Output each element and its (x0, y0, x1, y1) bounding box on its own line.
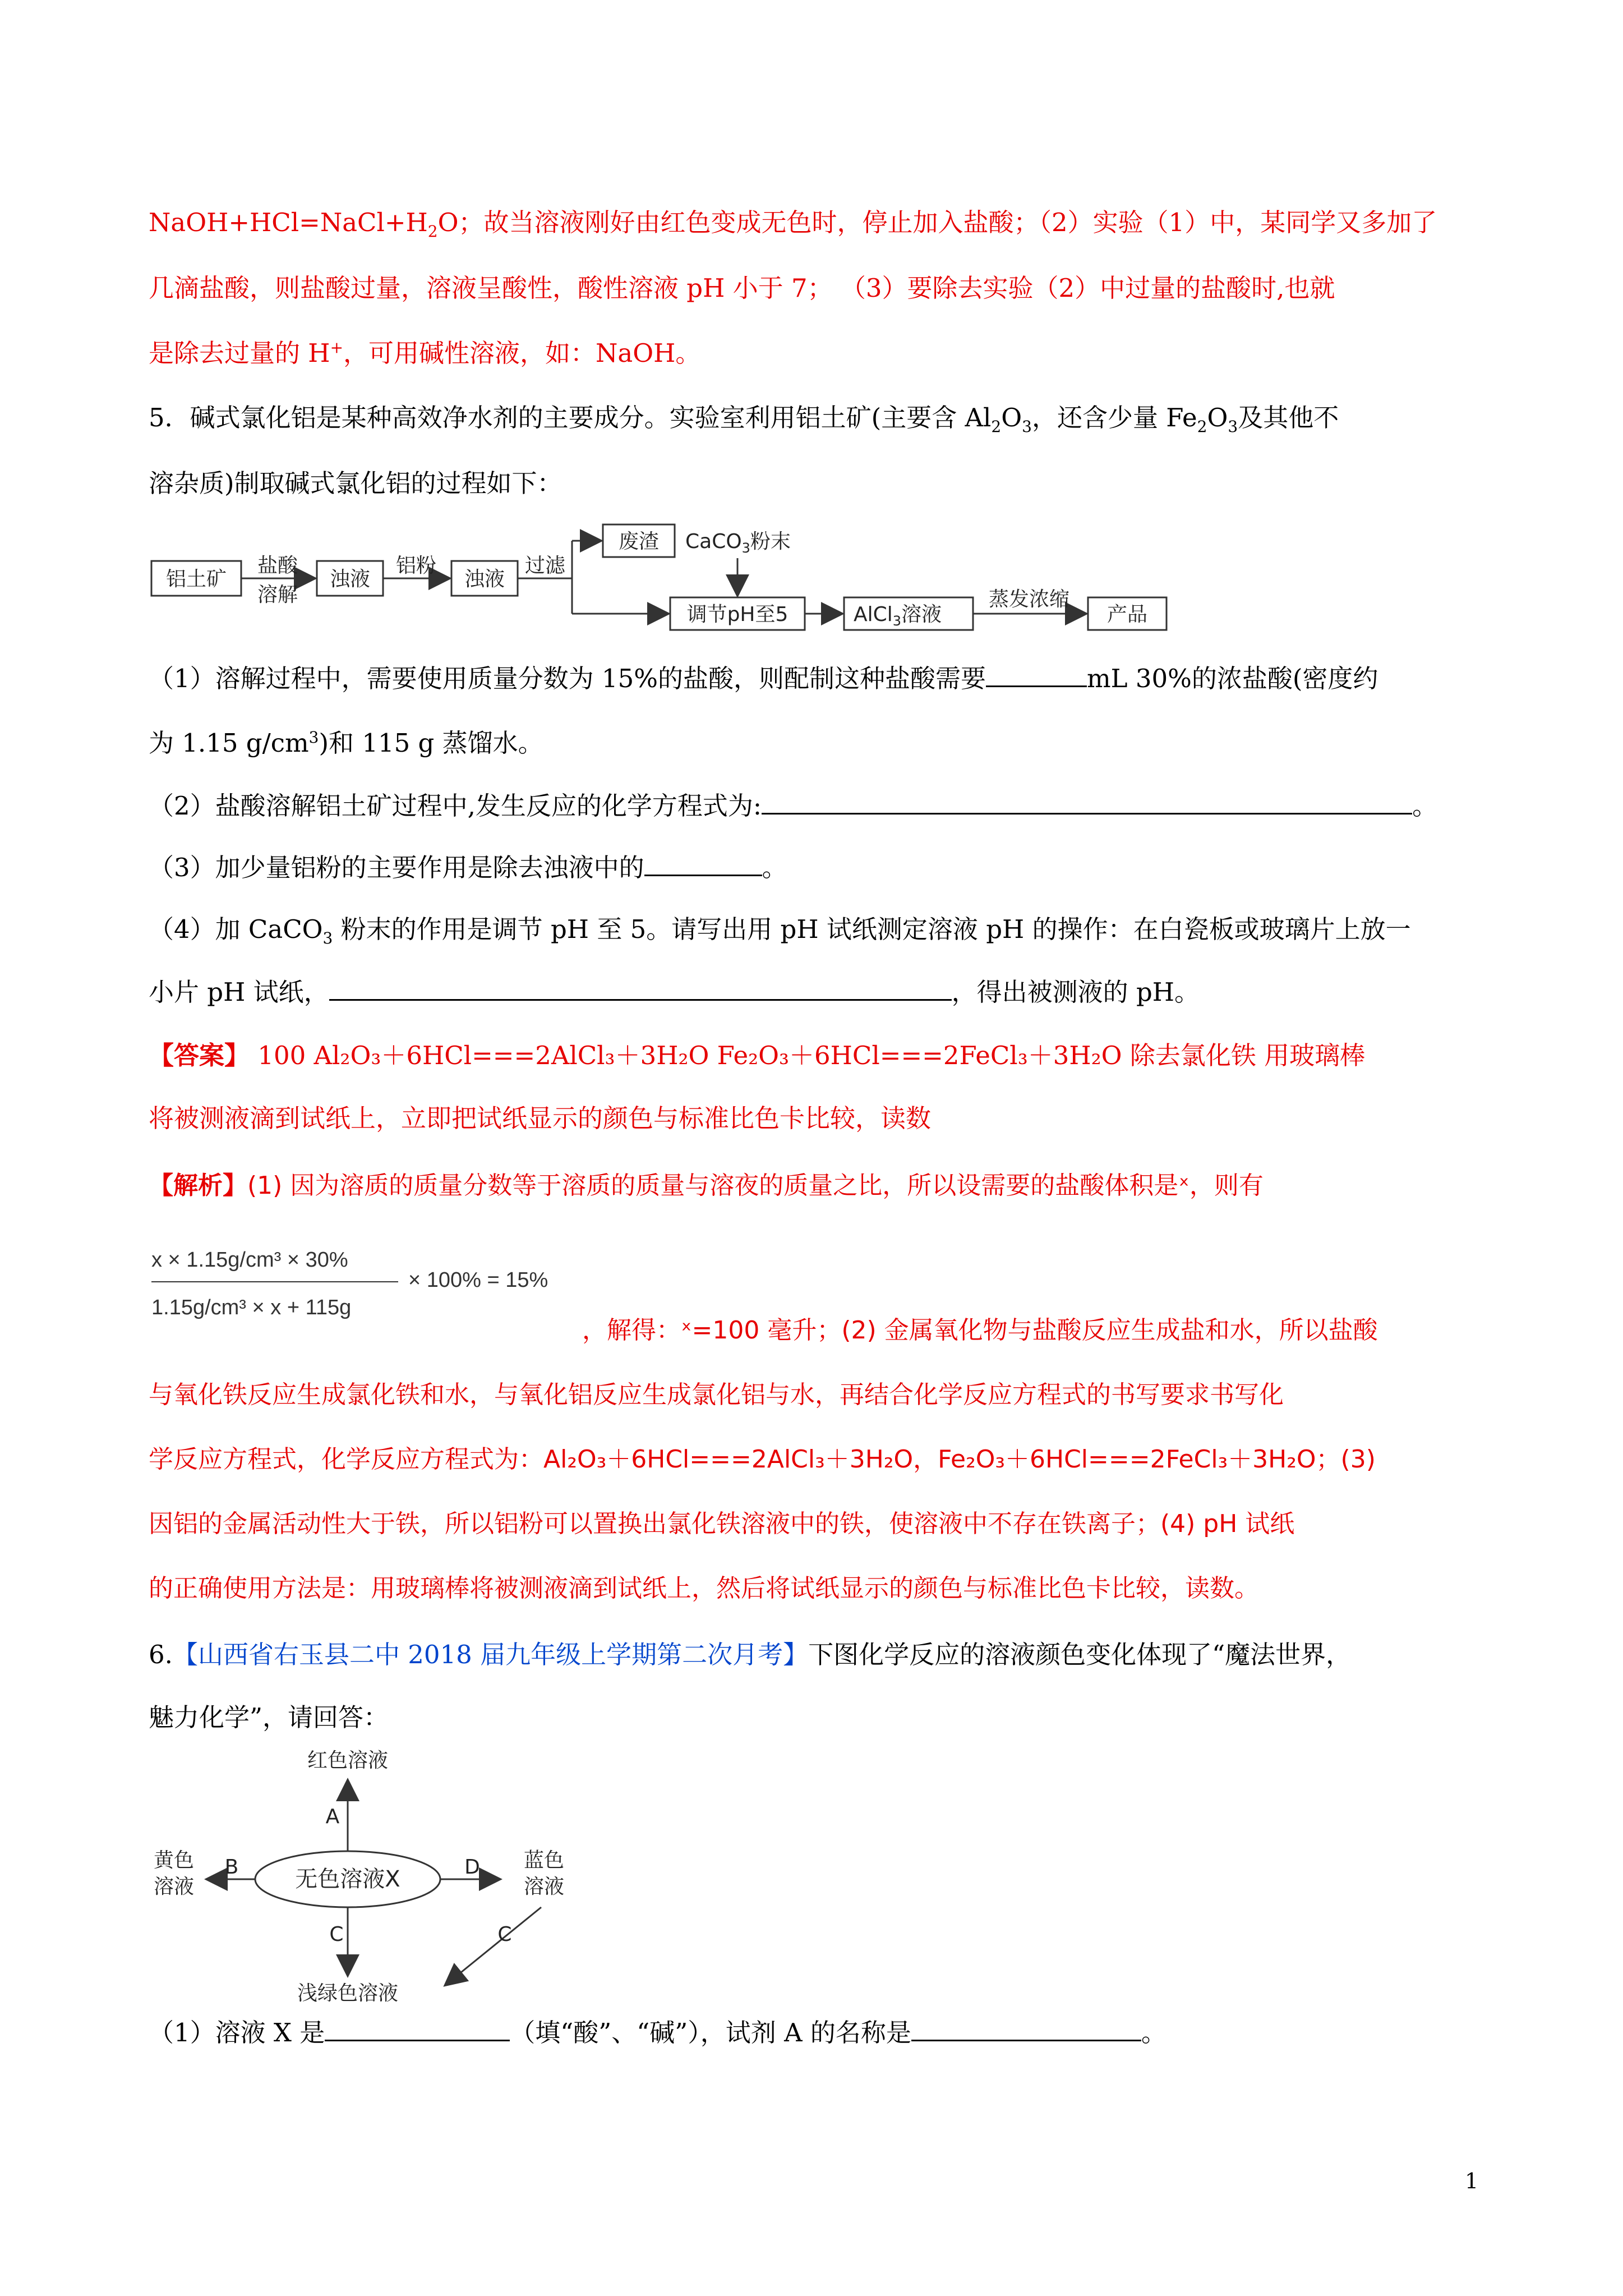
analysis-label: 【解析】 (149, 1171, 247, 1200)
flow-evaporate: 蒸发浓缩 (988, 588, 1070, 611)
flow-filter: 过滤 (524, 554, 566, 577)
q5-answer-line-2: 将被测液滴到试纸上，立即把试纸显示的颜色与标准比色卡比较，读数 (149, 1103, 932, 1133)
flow-adjust-ph: 调节pH至5 (686, 603, 789, 626)
q6-stem-line-2: 魅力化学”，请回答： (149, 1703, 389, 1732)
answer-blank-2[interactable] (762, 788, 1412, 815)
flow-residue: 废渣 (618, 530, 660, 553)
answer-blank-6[interactable] (911, 2015, 1141, 2041)
q5-part-1-line-1: （1）溶解过程中，需要使用质量分数为 15%的盐酸，则配制这种盐酸需要 mL 30%的浓盐酸(密度约 (149, 661, 1378, 697)
q6-part-1: （1）溶液 X 是 （填“酸”、“碱”），试剂 A 的名称是 。 (149, 2015, 1166, 2051)
fraction-denominator: 1.15g/cm³ × x + 115g (151, 1296, 352, 1319)
fraction-bar (151, 1281, 398, 1282)
q5-analysis-line-2: ，解得：ˣ=100 毫升；(2) 金属氧化物与盐酸反应生成盐和水，所以盐酸 (582, 1316, 1378, 1345)
answer-blank-4[interactable] (329, 974, 952, 1001)
page-number: 1 (1465, 2169, 1479, 2193)
q5-analysis-line-6: 的正确使用方法是：用玻璃棒将被测液滴到试纸上，然后将试纸显示的颜色与标准比色卡比较，读数。 (149, 1574, 1259, 1603)
q6-source: 【山西省右玉县二中 2018 届九年级上学期第二次月考】 (172, 1640, 809, 1669)
flow-acid-bottom: 溶解 (257, 583, 298, 606)
flow-alcl3: AlCl$_3$溶液 (854, 603, 942, 629)
diagram-yellow-1: 黄色 (153, 1849, 195, 1872)
diagram-blue-1: 蓝色 (523, 1849, 565, 1872)
flow-product: 产品 (1106, 603, 1148, 626)
diagram-red-solution: 红色溶液 (307, 1749, 389, 1772)
flow-ore: 铝土矿 (165, 568, 227, 591)
diagram-label-a: A (325, 1805, 340, 1828)
diagram-label-c-left: C (329, 1923, 344, 1946)
q6-color-diagram (140, 1739, 645, 2008)
q5-answer-line-1: 【答案】 100 Al₂O₃＋6HCl===2AlCl₃＋3H₂O Fe₂O₃＋6HCl===2FeCl₃＋3H₂O 除去氯化铁 用玻璃棒 (149, 1041, 1366, 1070)
q5-part-2: （2）盐酸溶解铝土矿过程中,发生反应的化学方程式为: 。 (149, 788, 1437, 824)
diagram-label-d: D (464, 1856, 480, 1879)
prev-answer-line-2: 几滴盐酸，则盐酸过量，溶液呈酸性，酸性溶液 pH 小于 7； （3）要除去实验（2）中过量的盐酸时,也就 (149, 273, 1335, 303)
q6-stem-line-1: 6.【山西省右玉县二中 2018 届九年级上学期第二次月考】下图化学反应的溶液颜色变化体现了“魔法世界， (149, 1640, 1352, 1669)
answer-blank-5[interactable] (325, 2015, 510, 2041)
fraction-numerator: x × 1.15g/cm³ × 30% (151, 1248, 348, 1272)
flow-turbid-1: 浊液 (329, 568, 371, 591)
q5-part-4-line-2: 小片 pH 试纸， ，得出被测液的 pH。 (149, 974, 1200, 1010)
q5-part-4-line-1: （4）加 CaCO$_3$ 粉末的作用是调节 pH 至 5。请写出用 pH 试纸测定溶液 pH 的操作：在白瓷板或玻璃片上放一 (149, 914, 1411, 947)
diagram-blue-2: 溶液 (523, 1875, 565, 1898)
q5-analysis-line-1: 【解析】(1) 因为溶质的质量分数等于溶质的质量与溶夜的质量之比，所以设需要的盐酸体积是ˣ，则有 (149, 1171, 1264, 1200)
diagram-green-solution: 浅绿色溶液 (297, 1982, 399, 2005)
diagram-center-solution: 无色溶液X (295, 1866, 400, 1892)
answer-label: 【答案】 (149, 1041, 250, 1070)
prev-answer-line-1: $NaOH+HCl=NaCl+H_2O$；故当溶液刚好由红色变成无色时，停止加入盐酸；（2）实验（1）中，某同学又多加了 (149, 208, 1437, 241)
flow-caco3: CaCO$_3$粉末 (685, 530, 791, 556)
answer-blank-3[interactable] (644, 850, 762, 876)
q5-analysis-line-3: 与氧化铁反应生成氯化铁和水，与氧化铝反应生成氯化铝与水，再结合化学反应方程式的书写要求书写化 (149, 1381, 1284, 1409)
q5-analysis-line-5: 因铝的金属活动性大于铁，所以铝粉可以置换出氯化铁溶液中的铁，使溶液中不存在铁离子；(4) pH 试纸 (149, 1510, 1295, 1538)
prev-answer-line-3: 是除去过量的 H+，可用碱性溶液，如：NaOH。 (149, 338, 701, 368)
q5-part-1-line-2: 为 1.15 $g/cm^3$)和 115 g 蒸馏水。 (149, 728, 543, 758)
flow-acid-top: 盐酸 (257, 554, 298, 577)
q5-stem-line-1: 5．碱式氯化铝是某种高效净水剂的主要成分。实验室利用铝土矿(主要含 $Al_2O_3$，还含少量 $Fe_2O_3$及其他不 (149, 403, 1339, 436)
flow-turbid-2: 浊液 (464, 568, 505, 591)
fraction-right: × 100% = 15% (408, 1268, 548, 1292)
diagram-label-b: B (224, 1856, 239, 1879)
diagram-label-c-right: C (497, 1923, 512, 1946)
answer-blank-1[interactable] (986, 661, 1087, 687)
q5-part-3: （3）加少量铝粉的主要作用是除去浊液中的 。 (149, 850, 787, 886)
q5-analysis-line-4: 学反应方程式，化学反应方程式为：Al₂O₃＋6HCl===2AlCl₃＋3H₂O，Fe₂O₃＋6HCl===2FeCl₃＋3H₂O；(3) (149, 1445, 1376, 1474)
q5-flow-diagram (146, 516, 1211, 639)
diagram-yellow-2: 溶液 (153, 1875, 195, 1898)
flow-al-powder: 铝粉 (395, 554, 437, 577)
q5-stem-line-2: 溶杂质)制取碱式氯化铝的过程如下： (149, 468, 562, 498)
